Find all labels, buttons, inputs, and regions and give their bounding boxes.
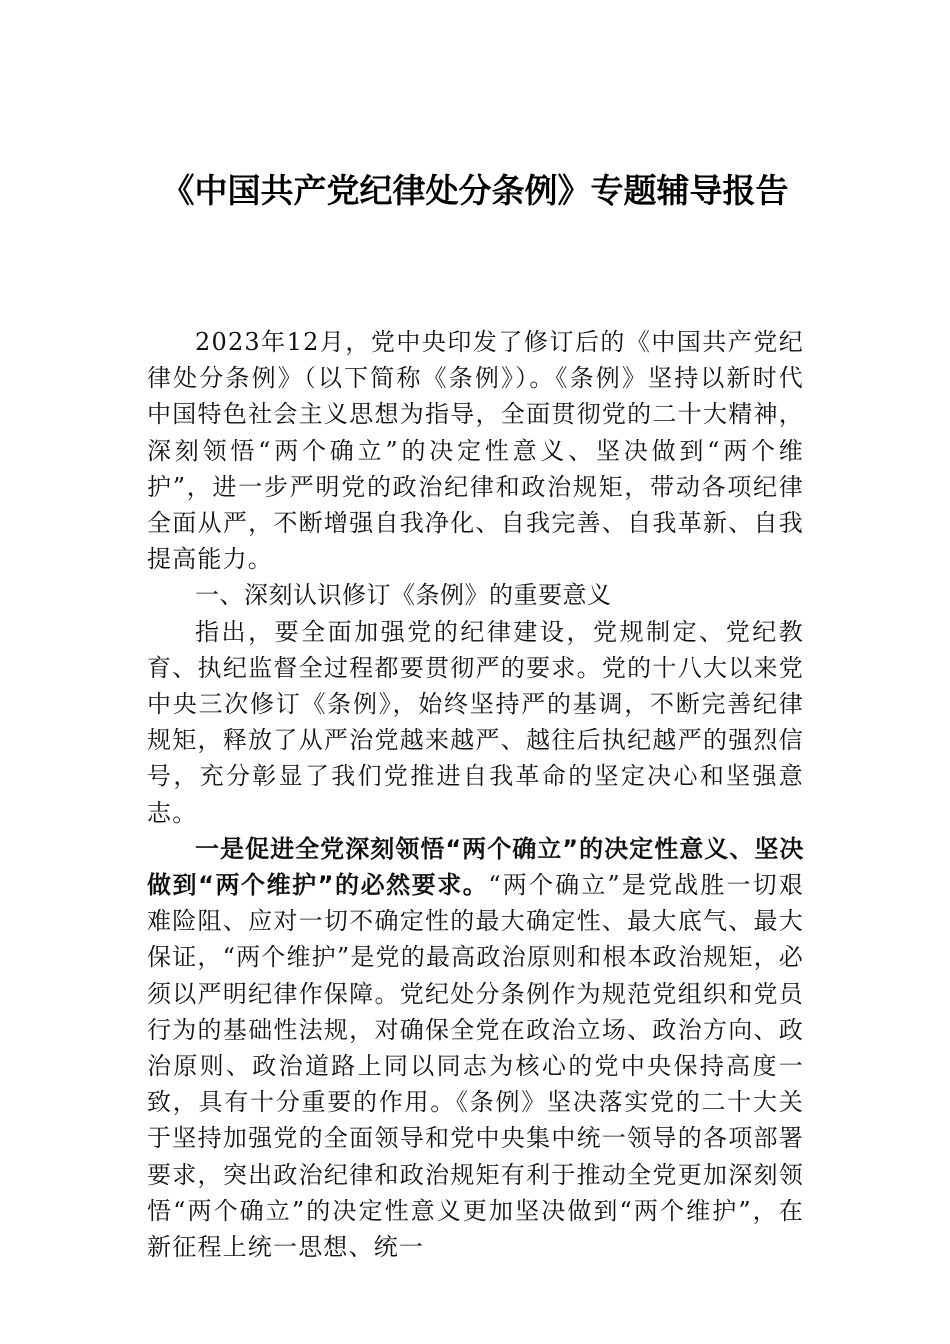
point-paragraph bbox=[147, 831, 804, 1265]
document-body bbox=[147, 324, 804, 1265]
intro-paragraph: 2023年12月，党中央印发了修订后的《中国共产党纪律处分条例》（以下简称《条例》）。《条例》坚持以新时代中国特色社会主义思想为指导，全面贯彻党的二十大精神，深刻领悟“两个确立”的决定性意义、坚决做到“两个维护”，进一步严明党的政治纪律和政治规矩，带动各项纪律全面从严，不断增强自我净化、自我完善、自我革新、自我提高能力。 bbox=[147, 328, 804, 574]
point-lead-text: 一是促进全党深刻领悟“两个确立”的决定性意义、坚决做到“两个维护”的必然要求。 bbox=[147, 834, 804, 900]
document-title: 《中国共产党纪律处分条例》专题辅导报告 bbox=[161, 171, 789, 210]
section-heading: 一、深刻认识修订《条例》的重要意义 bbox=[195, 581, 612, 610]
section-paragraph: 指出，要全面加强党的纪律建设，党规制定、党纪教育、执纪监督全过程都要贯彻严的要求。党的十八大以来党中央三次修订《条例》，始终坚持严的基调，不断完善纪律规矩，释放了从严治党越来越严、越往后执纪越严的强烈信号，充分彰显了我们党推进自我革命的坚定决心和坚强意志。 bbox=[147, 617, 804, 827]
point-body-text: “两个确立”是党战胜一切艰难险阻、应对一切不确定性的最大确定性、最大底气、最大保证，“两个维护”是党的最高政治原则和根本政治规矩，必须以严明纪律作保障。党纪处分条例作为规范党组织和党员行为的基础性法规，对确保全党在政治立场、政治方向、政治原则、政治道路上同以同志为核心的党中央保持高度一致，具有十分重要的作用。《条例》坚决落实党的二十大关于坚持加强党的全面领导和党中央集中统一领导的各项部署要求，突出政治纪律和政治规矩有利于推动全党更加深刻领悟“两个确立”的决定性意义更加坚决做到“两个维护”，在新征程上统一思想、统一 bbox=[147, 871, 804, 1262]
